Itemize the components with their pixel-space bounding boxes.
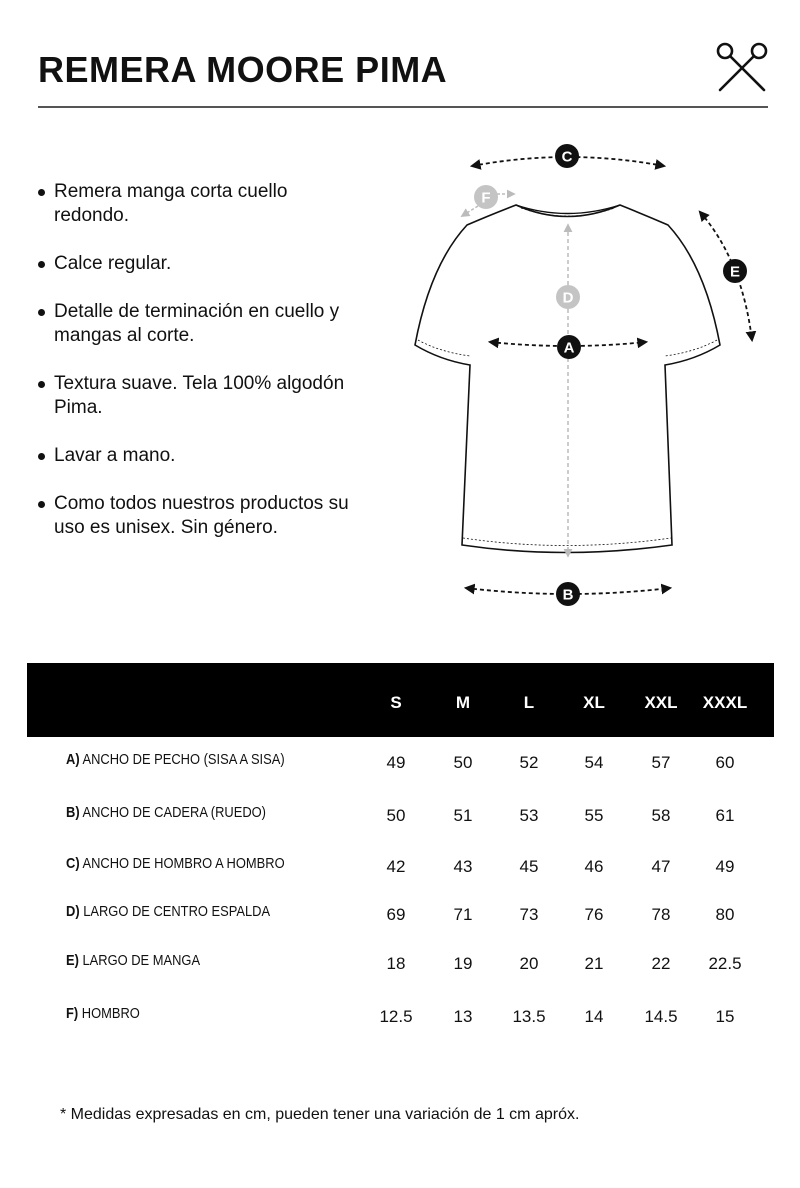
table-cell: 20 — [519, 954, 539, 973]
table-cell: 53 — [519, 806, 539, 825]
table-row — [0, 855, 800, 885]
title-divider — [38, 106, 768, 108]
table-cell: 55 — [584, 806, 604, 825]
table-cell: 42 — [386, 857, 406, 876]
table-cell: 14 — [584, 1007, 604, 1026]
measurement-footnote: * Medidas expresadas en cm, pueden tener una variación de 1 cm apróx. — [60, 1106, 580, 1123]
marker-f — [474, 185, 498, 209]
tshirt-measurement-diagram — [400, 138, 780, 618]
table-cell: 50 — [386, 806, 406, 825]
table-row — [0, 1005, 800, 1035]
table-cell: 22 — [651, 954, 671, 973]
table-cell: 15 — [715, 1007, 735, 1026]
table-cell: 57 — [651, 753, 671, 772]
table-cell: 43 — [453, 857, 473, 876]
svg-text:A: A — [563, 339, 575, 357]
table-cell: 80 — [715, 905, 735, 924]
table-cell: 45 — [519, 857, 539, 876]
table-cell: 52 — [519, 753, 539, 772]
table-cell: 13 — [453, 1007, 473, 1026]
table-cell: 78 — [651, 905, 671, 924]
table-cell: 21 — [584, 954, 604, 973]
table-cell: 49 — [715, 857, 735, 876]
svg-text:F: F — [481, 189, 491, 207]
feature-item: Remera manga corta cuello redondo. — [38, 180, 358, 228]
svg-text:B: B — [562, 586, 574, 604]
feature-item: Textura suave. Tela 100% algodón Pima. — [38, 372, 358, 420]
scissors-icon — [714, 40, 770, 92]
row-label: D) LARGO DE CENTRO ESPALDA — [66, 903, 271, 920]
table-row — [0, 804, 800, 834]
table-cell: 60 — [715, 753, 735, 772]
table-cell: 19 — [453, 954, 473, 973]
size-header-m: M — [455, 693, 471, 712]
feature-item: Lavar a mano. — [38, 444, 358, 468]
table-cell: 54 — [584, 753, 604, 772]
marker-b — [556, 582, 580, 606]
table-cell: 18 — [386, 954, 406, 973]
size-header-s: S — [390, 693, 402, 712]
table-cell: 12.5 — [379, 1007, 413, 1026]
table-row — [0, 903, 800, 933]
table-cell: 51 — [453, 806, 473, 825]
table-cell: 58 — [651, 806, 671, 825]
svg-text:E: E — [729, 263, 741, 281]
feature-item: Detalle de terminación en cuello y mangas al corte. — [38, 300, 358, 348]
table-row — [0, 751, 800, 781]
table-cell: 71 — [453, 905, 473, 924]
table-cell: 46 — [584, 857, 604, 876]
svg-text:C: C — [561, 148, 573, 166]
row-label: A) ANCHO DE PECHO (SISA A SISA) — [66, 751, 285, 768]
row-label: F) HOMBRO — [66, 1005, 140, 1022]
size-header-l: L — [523, 693, 535, 712]
marker-c — [555, 144, 579, 168]
row-label: C) ANCHO DE HOMBRO A HOMBRO — [66, 855, 285, 872]
size-header-xxl: XXL — [644, 693, 678, 712]
size-header-xxxl: XXXL — [702, 693, 748, 712]
feature-item: Como todos nuestros productos su uso es unisex. Sin género. — [38, 492, 358, 540]
marker-e — [723, 259, 747, 283]
table-cell: 50 — [453, 753, 473, 772]
table-cell: 49 — [386, 753, 406, 772]
table-cell: 13.5 — [512, 1007, 546, 1026]
table-cell: 14.5 — [644, 1007, 678, 1026]
table-cell: 22.5 — [708, 954, 742, 973]
table-cell: 61 — [715, 806, 735, 825]
row-label: B) ANCHO DE CADERA (RUEDO) — [66, 804, 266, 821]
table-cell: 73 — [519, 905, 539, 924]
feature-item: Calce regular. — [38, 252, 358, 276]
marker-d — [556, 285, 580, 309]
row-label: E) LARGO DE MANGA — [66, 952, 201, 969]
table-cell: 47 — [651, 857, 671, 876]
feature-list — [38, 180, 358, 564]
size-table-header — [27, 663, 774, 737]
svg-text:D: D — [562, 289, 574, 307]
size-header-xl: XL — [583, 693, 605, 712]
table-cell: 76 — [584, 905, 604, 924]
table-cell: 69 — [386, 905, 406, 924]
marker-a — [557, 335, 581, 359]
table-row — [0, 952, 800, 982]
page-title: REMERA MOORE PIMA — [38, 49, 448, 90]
